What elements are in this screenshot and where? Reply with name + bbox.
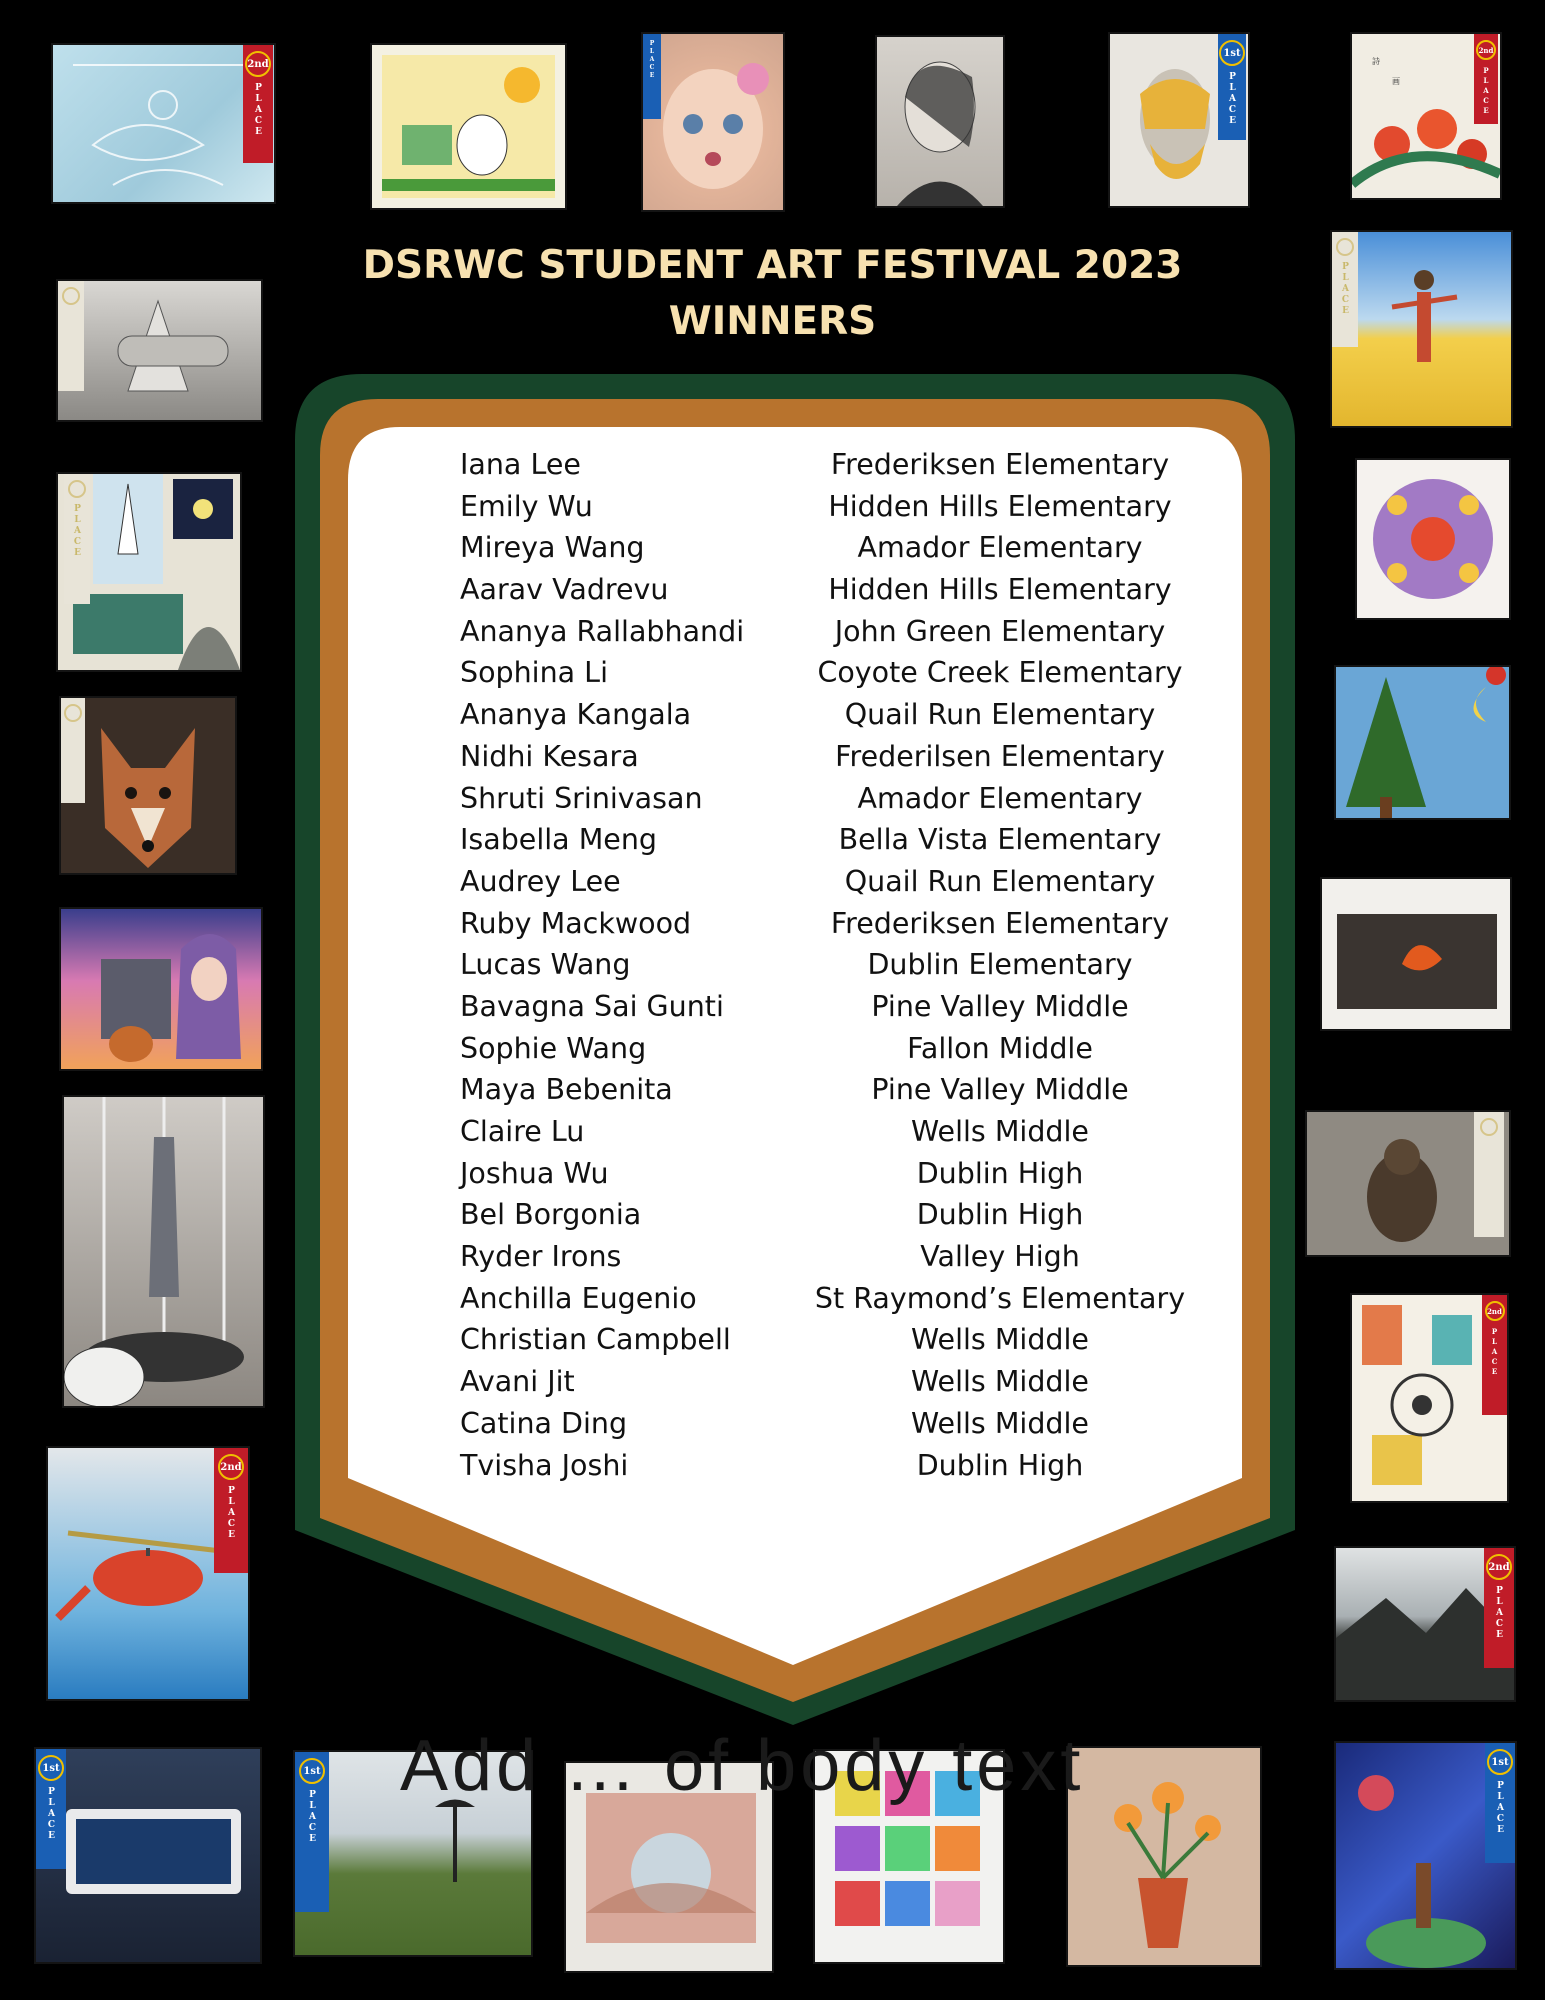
winner-school: Fallon Middle	[907, 1031, 1093, 1065]
winner-row	[460, 1069, 1220, 1111]
ribbon-first-place: 1st PLACE	[295, 1752, 329, 1912]
winner-name: Maya Bebenita	[460, 1073, 673, 1107]
ribbon-second-place: 2nd PLACE	[1474, 34, 1498, 124]
ribbon-honorable-mention: PLACE	[64, 474, 90, 604]
winner-school: Dublin High	[916, 1448, 1084, 1482]
winner-name: Bel Borgonia	[460, 1198, 642, 1232]
winner-row	[460, 1028, 1220, 1070]
winner-school: Dublin High	[916, 1198, 1084, 1232]
winner-school: Hidden Hills Elementary	[828, 489, 1172, 523]
winner-name: Sophie Wang	[460, 1031, 647, 1065]
winner-row	[460, 444, 1220, 486]
winner-school: Wells Middle	[911, 1406, 1089, 1440]
winner-school: Amador Elementary	[857, 781, 1143, 815]
winner-row	[460, 944, 1220, 986]
winner-school: Dublin Elementary	[867, 948, 1133, 982]
winner-school: Frederiksen Elementary	[830, 906, 1170, 940]
winner-name: Mireya Wang	[460, 531, 645, 565]
winner-school: Wells Middle	[911, 1323, 1089, 1357]
winner-row	[460, 569, 1220, 611]
winner-row	[460, 1278, 1220, 1320]
winner-school: Frederilsen Elementary	[835, 739, 1165, 773]
winner-name: Nidhi Kesara	[460, 739, 639, 773]
winner-name: Audrey Lee	[460, 864, 621, 898]
winner-row	[460, 527, 1220, 569]
winner-row	[460, 1319, 1220, 1361]
ribbon-first-place: PLACE	[643, 34, 661, 119]
winner-name: Isabella Meng	[460, 823, 657, 857]
winner-name: Lucas Wang	[460, 948, 631, 982]
winner-school: Frederiksen Elementary	[830, 448, 1170, 481]
ribbon-second-place: 2nd PLACE	[1482, 1295, 1507, 1415]
winner-school: Pine Valley Middle	[871, 989, 1129, 1023]
winner-row	[460, 1445, 1220, 1487]
winner-name: Avani Jit	[460, 1365, 575, 1399]
winner-name: Bavagna Sai Gunti	[460, 989, 724, 1023]
winner-school: Quail Run Elementary	[844, 864, 1156, 898]
winner-name: Anchilla Eugenio	[460, 1281, 697, 1315]
winner-row	[460, 778, 1220, 820]
winner-row	[460, 1194, 1220, 1236]
ribbon-first-place: 1st PLACE	[36, 1749, 66, 1869]
winner-row	[460, 1403, 1220, 1445]
winner-school: Coyote Creek Elementary	[817, 656, 1183, 690]
winner-school: Bella Vista Elementary	[838, 823, 1162, 857]
ribbon-first-place: 1st PLACE	[1485, 1743, 1515, 1863]
winner-school: Valley High	[920, 1240, 1080, 1274]
winner-name: Aarav Vadrevu	[460, 573, 669, 607]
winner-name: Tvisha Joshi	[460, 1448, 629, 1482]
title-line-2: WINNERS	[668, 299, 877, 344]
winner-row	[460, 652, 1220, 694]
winner-row	[460, 1236, 1220, 1278]
winner-row	[460, 986, 1220, 1028]
ribbon-first-place: 1st PLACE	[1218, 34, 1246, 140]
winner-name: Joshua Wu	[460, 1156, 609, 1190]
ribbon-second-place: 2nd PLACE	[1484, 1548, 1514, 1668]
winner-school: Pine Valley Middle	[871, 1073, 1129, 1107]
winner-school: Hidden Hills Elementary	[828, 573, 1172, 607]
winner-name: Iana Lee	[460, 448, 581, 481]
winner-row	[460, 1153, 1220, 1195]
placeholder-body-text: Add … of body text	[400, 1726, 1085, 1806]
winner-row	[460, 903, 1220, 945]
winner-row	[460, 611, 1220, 653]
svg-text:詩: 詩	[1372, 57, 1380, 66]
ribbon-honorable-mention: PLACE	[1332, 232, 1358, 347]
winner-row	[460, 1361, 1220, 1403]
svg-text:画: 画	[1392, 77, 1400, 86]
winner-school: Wells Middle	[911, 1365, 1089, 1399]
winner-school: John Green Elementary	[834, 614, 1166, 648]
winner-school: Wells Middle	[911, 1115, 1089, 1148]
winner-row	[460, 736, 1220, 778]
winner-row	[460, 819, 1220, 861]
winner-name: Catina Ding	[460, 1406, 628, 1440]
ribbon-second-place: 2nd PLACE	[214, 1448, 248, 1573]
winner-name: Ruby Mackwood	[460, 906, 692, 940]
winner-row	[460, 694, 1220, 736]
winner-row	[460, 486, 1220, 528]
winner-school: Amador Elementary	[857, 531, 1143, 565]
winner-row	[460, 1111, 1220, 1153]
winner-name: Claire Lu	[460, 1115, 585, 1148]
winner-school: Quail Run Elementary	[844, 698, 1156, 732]
ribbon-second-place: 2nd PLACE	[243, 45, 273, 163]
winner-name: Ananya Rallabhandi	[460, 614, 745, 648]
winner-school: St Raymond’s Elementary	[814, 1281, 1186, 1315]
winner-name: Ryder Irons	[460, 1240, 622, 1274]
winner-name: Emily Wu	[460, 489, 593, 523]
winners-list	[460, 444, 1220, 1486]
winner-name: Shruti Srinivasan	[460, 781, 703, 815]
winner-row	[460, 861, 1220, 903]
winner-school: Dublin High	[916, 1156, 1084, 1190]
winner-name: Christian Campbell	[460, 1323, 731, 1357]
winner-name: Sophina Li	[460, 656, 608, 690]
winner-name: Ananya Kangala	[460, 698, 692, 732]
title-line-1: DSRWC STUDENT ART FESTIVAL 2023	[362, 243, 1183, 288]
